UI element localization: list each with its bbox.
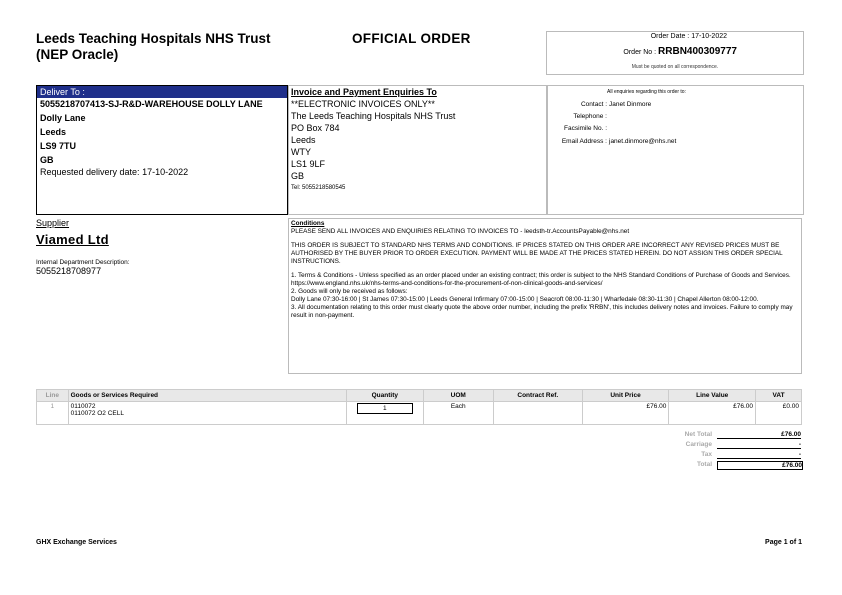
supplier-section <box>36 218 286 276</box>
conditions-terms: 1. Terms & Conditions - Unless specified as an order placed under an existing contract; this order is subject to the NHS Standard Conditions of Purchase of Goods and Services. <box>291 272 791 279</box>
order-note: Must be quoted on all correspondence. <box>631 64 719 70</box>
deliver-line-2: Dolly Lane <box>40 113 86 123</box>
invoice-line: The Leeds Teaching Hospitals NHS Trust <box>291 111 456 121</box>
column-header-unit-price: Unit Price <box>582 390 669 402</box>
supplier-name: Viamed Ltd <box>36 232 109 247</box>
order-number-value: RRBN400309777 <box>658 46 737 57</box>
supplier-heading: Supplier <box>36 218 70 228</box>
row-line-number: 1 <box>37 402 69 425</box>
organisation-name: Leeds Teaching Hospitals NHS Trust (NEP Oracle) <box>36 31 271 62</box>
invoice-line: GB <box>291 171 305 181</box>
internal-department-label: Internal Department Description: <box>36 259 130 266</box>
carriage-label: Carriage <box>685 441 712 448</box>
contact-heading: All enquiries regarding this order to: <box>607 89 686 95</box>
row-quantity-cell <box>347 402 424 425</box>
order-items-table <box>36 389 802 425</box>
column-header-quantity: Quantity <box>347 390 424 402</box>
order-number-label: Order No : <box>623 49 657 56</box>
row-item-code: 0110072 <box>70 403 96 410</box>
grand-total-row <box>640 461 802 471</box>
email-value: janet.dinmore@nhs.net <box>609 138 677 145</box>
footer-provider: GHX Exchange Services <box>36 539 117 546</box>
column-header-vat: VAT <box>756 390 802 402</box>
row-uom: Each <box>423 402 493 425</box>
conditions-box <box>288 218 802 374</box>
tax-label: Tax <box>701 451 712 458</box>
row-item-description: 0110072 O2 CELL <box>70 410 124 417</box>
net-total-row <box>640 431 802 441</box>
row-line-value: £76.00 <box>669 402 756 425</box>
document-title: OFFICIAL ORDER <box>352 31 471 46</box>
order-date-row <box>547 33 727 40</box>
conditions-documentation: 3. All documentation relating to this order must clearly quote the above order number, including the prefix 'RRBN', this includes delivery notes and invoices. Failure to comply may result in non-payment. <box>291 304 793 319</box>
column-header-line-value: Line Value <box>669 390 756 402</box>
invoice-line: Leeds <box>291 135 316 145</box>
column-header-line: Line <box>37 390 69 402</box>
row-vat: £0.00 <box>756 402 802 425</box>
items-header-row <box>37 390 802 402</box>
column-header-goods: Goods or Services Required <box>68 390 346 402</box>
row-goods-cell <box>68 402 346 425</box>
order-info-box <box>546 31 804 75</box>
order-date-label: Order Date : <box>650 33 690 40</box>
deliver-line-5: GB <box>40 155 54 165</box>
net-total-value: £76.00 <box>717 431 801 439</box>
table-row <box>37 402 802 425</box>
deliver-to-heading: Deliver To : <box>37 86 287 98</box>
row-unit-price: £76.00 <box>582 402 669 425</box>
deliver-line-1: 5055218707413-SJ-R&D-WAREHOUSE DOLLY LANE <box>40 99 263 109</box>
invoice-heading: Invoice and Payment Enquiries To <box>291 87 437 97</box>
requested-delivery-date: Requested delivery date: 17-10-2022 <box>40 167 189 177</box>
deliver-line-3: Leeds <box>40 127 67 137</box>
column-header-uom: UOM <box>423 390 493 402</box>
contact-box <box>546 85 804 215</box>
order-number-row <box>547 46 737 57</box>
email-label: Email Address : <box>561 138 607 145</box>
grand-total-label: Total <box>696 461 712 468</box>
totals-block <box>640 431 802 471</box>
invoice-line: **ELECTRONIC INVOICES ONLY** <box>291 99 435 109</box>
contact-label: Contact : <box>580 101 607 108</box>
order-date-value: 17-10-2022 <box>691 33 727 40</box>
conditions-paragraph-2: THIS ORDER IS SUBJECT TO STANDARD NHS TERMS AND CONDITIONS. IF PRICES STATED ON THIS ORDER ARE INCORRECT ANY REVISED PRICES MUST BE AUTHORISED BY THE BUYER PRIOR TO ORDER EXECUTION. PAYMENT WILL BE MADE AT THE PRICES STATED HEREIN. DO NOT ASSIGN THIS ORDER SPECIAL INSTRUCTIONS. <box>291 242 783 265</box>
conditions-goods-times: Dolly Lane 07:30-16:00 | St James 07:30-15:00 | Leeds General Infirmary 07:00-15:00 | Seacroft 08:00-11:30 | Wharfedale 08:30-11:30 | Chapel Allerton 08:00-12:00. <box>291 296 759 303</box>
conditions-goods-heading: 2. Goods will only be received as follows: <box>291 288 408 295</box>
invoice-line: WTY <box>291 147 311 157</box>
telephone-label: Telephone : <box>573 113 607 120</box>
deliver-line-4: LS9 7TU <box>40 141 77 151</box>
conditions-heading: Conditions <box>291 220 325 227</box>
column-header-contract: Contract Ref. <box>493 390 582 402</box>
invoice-line: PO Box 784 <box>291 123 340 133</box>
invoice-line: LS1 9LF <box>291 159 326 169</box>
deliver-to-box <box>36 85 288 215</box>
row-quantity: 1 <box>357 403 413 414</box>
tax-row <box>640 451 802 461</box>
footer-page-number: Page 1 of 1 <box>765 539 802 546</box>
carriage-row <box>640 441 802 451</box>
invoice-enquiries-box <box>288 85 548 215</box>
contact-value: Janet Dinmore <box>609 101 652 108</box>
grand-total-value: £76.00 <box>717 461 803 470</box>
conditions-paragraph-1: PLEASE SEND ALL INVOICES AND ENQUIRIES RELATING TO INVOICES TO - leedsth-tr.AccountsPayable@nhs.net <box>291 228 630 235</box>
invoice-telephone: Tel: 5055218580545 <box>291 185 346 191</box>
conditions-terms-url: https://www.england.nhs.uk/nhs-terms-and-conditions-for-the-procurement-of-non-clinical-goods-and-services/ <box>291 280 603 287</box>
row-contract-ref <box>493 402 582 425</box>
fax-label: Facsimile No. : <box>564 125 607 132</box>
tax-value: - <box>717 451 801 459</box>
internal-department-value: 5055218708977 <box>36 266 102 276</box>
net-total-label: Net Total <box>684 431 712 438</box>
carriage-value: - <box>717 441 801 449</box>
